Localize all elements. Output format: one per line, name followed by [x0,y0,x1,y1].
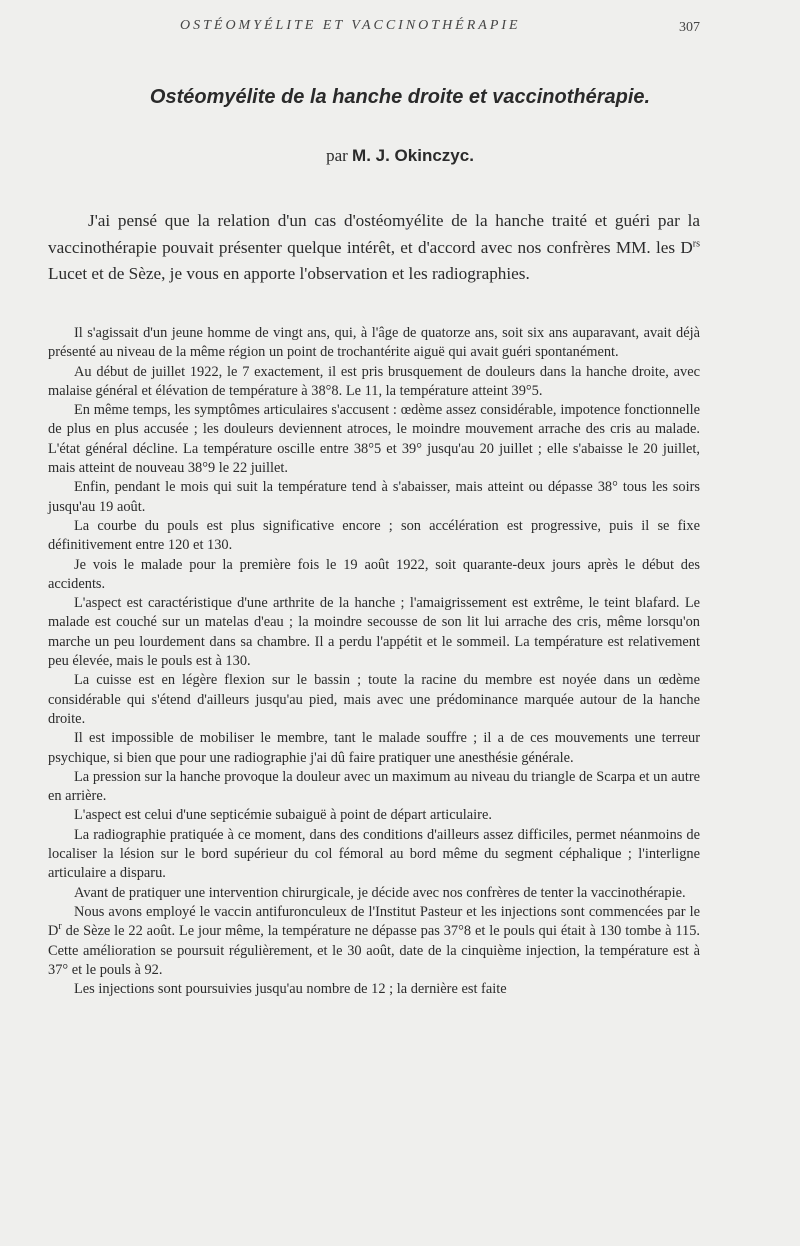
intro-paragraph [48,208,700,288]
running-title: OSTÉOMYÉLITE ET VACCINOTHÉRAPIE [180,18,521,33]
paragraph: La radiographie pratiquée à ce moment, dans des conditions d'ailleurs assez difficiles, permet néanmoins de localiser la lésion sur le bord supérieur du col fémoral au bord même du segment céphalique ; l'interligne articulaire a disparu. [48,826,700,882]
paragraph: La courbe du pouls est plus significative encore ; son accélération est progressive, puis il se fixe définitivement entre 120 et 130. [48,517,700,554]
paragraph-text-a: Nous avons employé le vaccin antifuronculeux de l'Institut Pasteur et les injections sont commencées par le D [48,903,700,940]
paragraph: L'aspect est celui d'une septicémie subaiguë à point de départ articulaire. [74,807,492,824]
paragraph: Avant de pratiquer une intervention chirurgicale, je décide avec nos confrères de tenter la vaccinothérapie. [74,884,686,901]
paragraph-final-line: Les injections sont poursuivies jusqu'au nombre de 12 ; la dernière est faite [74,981,507,998]
intro-text-b: Lucet et de Sèze, je vous en apporte l'observation et les radiographies. [48,264,530,283]
paragraph-superscript: r [58,921,62,933]
byline-prefix: par [326,146,348,165]
byline [0,146,800,166]
page-number: 307 [679,20,700,35]
article-title: Ostéomyélite de la hanche droite et vaccinothérapie. [149,86,651,108]
intro-superscript: rs [692,237,700,249]
observation-body [48,324,700,999]
paragraph-text-b: de Sèze le 22 août. Le jour même, la température ne dépasse pas 37°8 et le pouls qui était à 130 tombe à 115. Cette amélioration se poursuit régulièrement, et le 30 août, date de la cinquième injection, la température est à 37° et le pouls à 92. [48,923,700,978]
paragraph: Enfin, pendant le mois qui suit la température tend à s'abaisser, mais atteint ou dépasse 38° tous les soirs jusqu'au 19 août. [48,479,700,515]
paragraph: La pression sur la hanche provoque la douleur avec un maximum au niveau du triangle de Scarpa et un autre en arrière. [48,768,700,805]
paragraph: Au début de juillet 1922, le 7 exactement, il est pris brusquement de douleurs dans la hanche droite, avec malaise général et élévation de température à 38°8. Le 11, la température atteint 39°5. [48,363,700,399]
intro-section [48,208,700,288]
paragraph: Il est impossible de mobiliser le membre, tant le malade souffre ; il a de ces mouvements une terreur psychique, si bien que pour une radiographie j'ai dû faire pratiquer une anesthésie générale. [48,730,700,766]
intro-text-a: J'ai pensé que la relation d'un cas d'ostéomyélite de la hanche traité et guéri par la vaccinothérapie pouvait présenter quelque intérêt, et d'accord avec nos confrères MM. les D [48,211,700,257]
paragraph: La cuisse est en légère flexion sur le bassin ; toute la racine du membre est noyée dans un œdème considérable qui s'étend d'ailleurs jusqu'au pied, mais avec une prédominance marquée autour de la hanche droite. [48,672,700,727]
author-name: M. J. Okinczyc. [352,146,474,165]
paragraph: L'aspect est caractéristique d'une arthrite de la hanche ; l'amaigrissement est extrême, le teint blafard. Le malade est couché sur un matelas d'eau ; la moindre secousse de son lit lui arrache des cris, même lorsqu'on marche un peu lourdement dans sa chambre. Il a perdu l'appétit et le sommeil. La température est relativement peu élevée, mais le pouls est à 130. [48,595,700,670]
paragraph: Il s'agissait d'un jeune homme de vingt ans, qui, à l'âge de quatorze ans, soit six ans auparavant, avait déjà présenté au niveau de la même région un point de trochantérite aiguë qui avait guéri spontanément. [48,325,700,361]
paragraph: En même temps, les symptômes articulaires s'accusent : œdème assez considérable, impotence fonctionnelle de plus en plus accusée ; les douleurs deviennent atroces, le moindre mouvement arrache des cris au malade. L'état général décline. La température oscille entre 38°5 et 39° jusqu'au 20 juillet ; elle s'abaisse le 20 juillet, mais atteint de nouveau 38°9 le 22 juillet. [48,402,700,477]
paragraph: Je vois le malade pour la première fois le 19 août 1922, soit quarante-deux jours après le début des accidents. [48,556,700,592]
paragraph [48,903,700,980]
